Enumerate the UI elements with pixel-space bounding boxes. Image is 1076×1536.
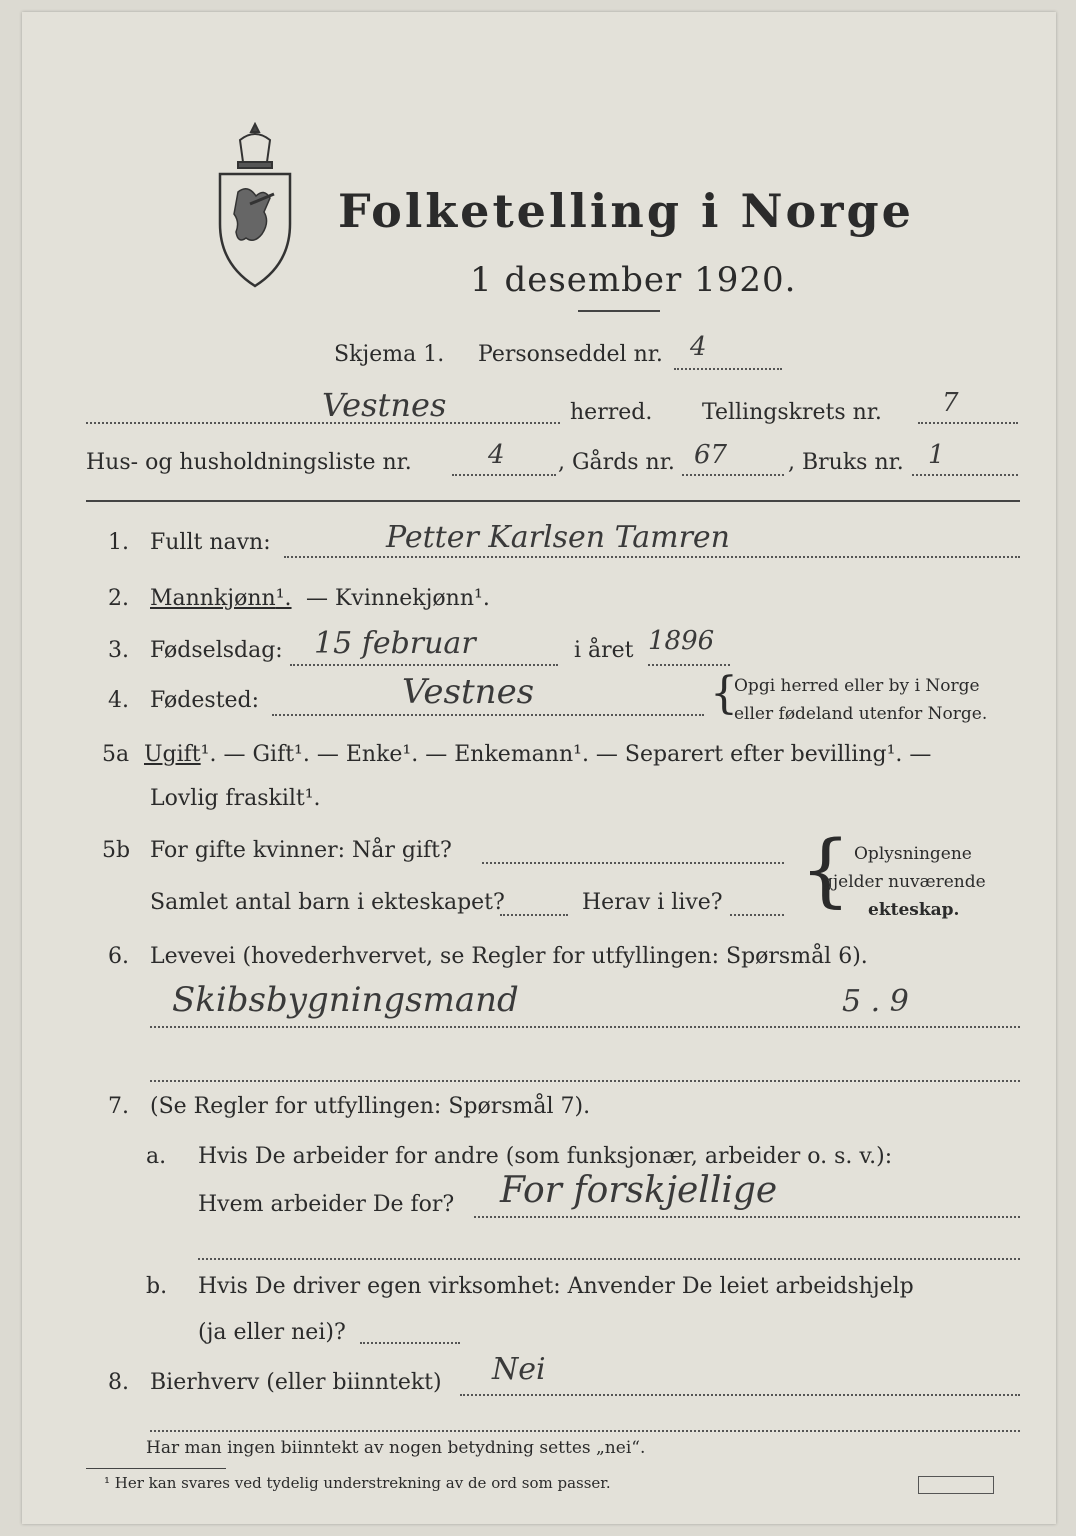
female-option: — Kvinnekjønn¹. bbox=[306, 586, 490, 611]
gards-label: , Gårds nr. bbox=[558, 450, 675, 475]
printer-stamp bbox=[918, 1476, 994, 1494]
herred-value: Vestnes bbox=[322, 386, 447, 424]
tellingskrets-value: 7 bbox=[942, 388, 959, 418]
occupation-value: Skibsbygningsmand bbox=[172, 980, 519, 1020]
birth-year-value: 1896 bbox=[648, 626, 715, 656]
marital-status-options: Ugift¹. — Gift¹. — Enke¹. — Enkemann¹. — Separert efter bevilling¹. — bbox=[144, 742, 932, 767]
male-option: Mannkjønn¹. bbox=[150, 586, 292, 611]
q1-number: 1. bbox=[108, 530, 129, 555]
q3-number: 3. bbox=[108, 638, 129, 663]
own-business-question: Hvis De driver egen virksomhet: Anvender De leiet arbeidshjelp bbox=[198, 1274, 914, 1299]
hus-label: Hus- og husholdningsliste nr. bbox=[86, 450, 412, 475]
personseddel-value: 4 bbox=[690, 332, 707, 362]
side-income-label: Bierhverv (eller biinntekt) bbox=[150, 1370, 442, 1395]
married-when-label: For gifte kvinner: Når gift? bbox=[150, 838, 452, 863]
q7a-letter: a. bbox=[146, 1144, 167, 1169]
divorced-option: Lovlig fraskilt¹. bbox=[150, 786, 321, 811]
birth-year-label: i året bbox=[574, 638, 634, 663]
marriage-note-3: ekteskap. bbox=[868, 900, 960, 920]
marriage-brace: { bbox=[800, 823, 851, 916]
marriage-note-2: gjelder nuværende bbox=[822, 872, 986, 892]
header-rule bbox=[86, 500, 1020, 502]
tellingskrets-label: Tellingskrets nr. bbox=[702, 400, 882, 425]
full-name-value: Petter Karlsen Tamren bbox=[386, 520, 731, 555]
norwegian-coat-of-arms-icon bbox=[210, 122, 300, 292]
birthplace-label: Fødested: bbox=[150, 688, 260, 713]
birthday-label: Fødselsdag: bbox=[150, 638, 283, 663]
q7b-letter: b. bbox=[146, 1274, 168, 1299]
form-title: Folketelling i Norge bbox=[338, 184, 914, 238]
employer-question: Hvis De arbeider for andre (som funksjonær, arbeider o. s. v.): bbox=[198, 1144, 893, 1169]
q5b-number: 5b bbox=[102, 838, 131, 863]
marriage-note-1: Oplysningene bbox=[854, 844, 972, 864]
personseddel-label: Personseddel nr. bbox=[478, 342, 663, 367]
q7-label: (Se Regler for utfyllingen: Spørsmål 7). bbox=[150, 1094, 591, 1119]
children-count-label: Samlet antal barn i ekteskapet? bbox=[150, 890, 505, 915]
title-divider bbox=[578, 310, 660, 312]
herred-label: herred. bbox=[570, 400, 653, 425]
full-name-label: Fullt navn: bbox=[150, 530, 271, 555]
employer-value: For forskjellige bbox=[500, 1170, 778, 1211]
side-income-value: Nei bbox=[492, 1352, 546, 1387]
footnote: ¹ Her kan svares ved tydelig understrekning av de ord som passer. bbox=[104, 1474, 611, 1492]
birthplace-note-2: eller fødeland utenfor Norge. bbox=[734, 704, 988, 724]
q4-number: 4. bbox=[108, 688, 129, 713]
birthplace-brace: { bbox=[710, 668, 738, 719]
q8-number: 8. bbox=[108, 1370, 129, 1395]
occupation-code: 5 . 9 bbox=[842, 984, 909, 1019]
unmarried-option: Ugift bbox=[144, 742, 201, 767]
q6-number: 6. bbox=[108, 944, 129, 969]
hus-value: 4 bbox=[488, 440, 505, 470]
q7-number: 7. bbox=[108, 1094, 129, 1119]
birthplace-note-1: Opgi herred eller by i Norge bbox=[734, 676, 980, 696]
children-alive-label: Herav i live? bbox=[582, 890, 723, 915]
bruks-label: , Bruks nr. bbox=[788, 450, 904, 475]
side-income-note: Har man ingen biinntekt av nogen betydning settes „nei“. bbox=[146, 1438, 646, 1458]
gards-value: 67 bbox=[694, 440, 728, 470]
hired-help-label: (ja eller nei)? bbox=[198, 1320, 346, 1345]
census-form-page bbox=[22, 12, 1056, 1524]
bruks-value: 1 bbox=[928, 440, 945, 470]
skjema-label: Skjema 1. bbox=[334, 342, 445, 367]
birthplace-value: Vestnes bbox=[402, 672, 535, 712]
birthday-value: 15 februar bbox=[314, 626, 476, 661]
q5a-number: 5a bbox=[102, 742, 130, 767]
employer-label: Hvem arbeider De for? bbox=[198, 1192, 455, 1217]
q2-number: 2. bbox=[108, 586, 129, 611]
census-date: 1 desember 1920. bbox=[470, 260, 797, 300]
occupation-label: Levevei (hovederhvervet, se Regler for utfyllingen: Spørsmål 6). bbox=[150, 944, 868, 969]
